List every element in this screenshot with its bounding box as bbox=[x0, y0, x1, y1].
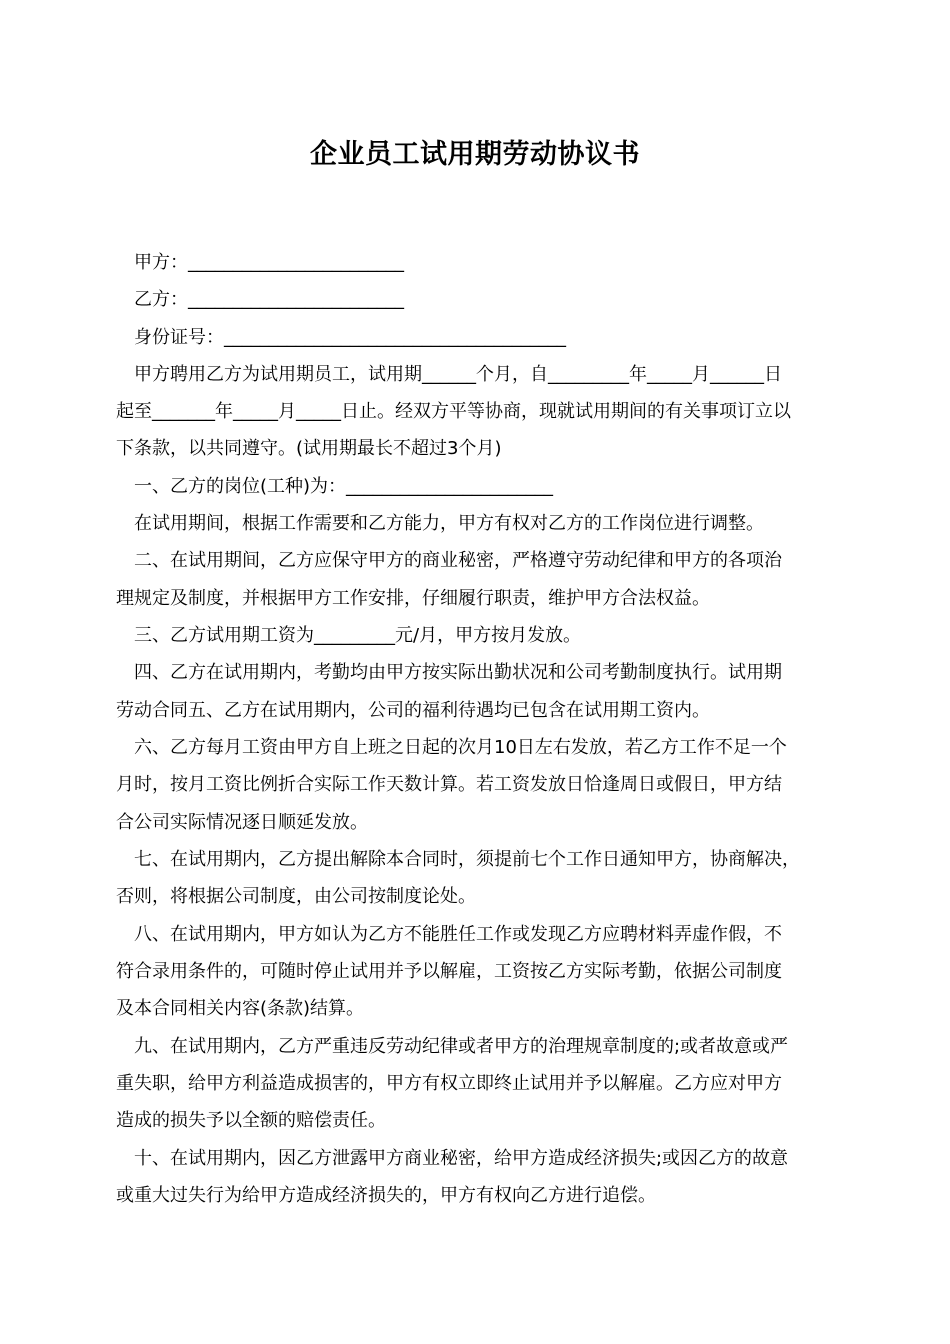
paragraph-line: 月时，按月工资比例折合实际工作天数计算。若工资发放日恰逢周日或假日，甲方结 bbox=[116, 774, 782, 795]
clause-3-line: 三、乙方试用期工资为_________元/月，甲方按月发放。 bbox=[134, 625, 582, 646]
paragraph-line: 起至_______年_____月_____日止。经双方平等协商，现就试用期间的有关事项订立以 bbox=[116, 401, 791, 422]
paragraph-line: 合公司实际情况逐日顺延发放。 bbox=[116, 812, 368, 833]
clause-7-line: 七、在试用期内，乙方提出解除本合同时，须提前七个工作日通知甲方，协商解决， bbox=[134, 849, 800, 870]
paragraph-line: 造成的损失予以全额的赔偿责任。 bbox=[116, 1110, 386, 1131]
paragraph-line: 重失职，给甲方利益造成损害的，甲方有权立即终止试用并予以解雇。乙方应对甲方 bbox=[116, 1073, 782, 1094]
clause-1-line: 一、乙方的岗位(工种)为：_______________________ bbox=[134, 476, 554, 497]
paragraph-line: 理规定及制度，并根据甲方工作安排，仔细履行职责，维护甲方合法权益。 bbox=[116, 588, 710, 609]
clause-2-line: 二、在试用期间，乙方应保守甲方的商业秘密，严格遵守劳动纪律和甲方的各项治 bbox=[134, 550, 782, 571]
clause-9-line: 九、在试用期内，乙方严重违反劳动纪律或者甲方的治理规章制度的;或者故意或严 bbox=[134, 1036, 789, 1057]
paragraph-line: 在试用期间，根据工作需要和乙方能力，甲方有权对乙方的工作岗位进行调整。 bbox=[134, 513, 764, 534]
party-b-line: 乙方：________________________ bbox=[134, 289, 404, 310]
document-title: 企业员工试用期劳动协议书 bbox=[310, 139, 640, 170]
clause-4-line: 四、乙方在试用期内，考勤均由甲方按实际出勤状况和公司考勤制度执行。试用期 bbox=[134, 662, 782, 683]
paragraph-line: 符合录用条件的，可随时停止试用并予以解雇，工资按乙方实际考勤，依据公司制度 bbox=[116, 961, 782, 982]
paragraph-line: 及本合同相关内容(条款)结算。 bbox=[116, 998, 365, 1019]
paragraph-line: 下条款，以共同遵守。(试用期最长不超过3个月) bbox=[116, 438, 502, 459]
clause-10-line: 十、在试用期内，因乙方泄露甲方商业秘密，给甲方造成经济损失;或因乙方的故意 bbox=[134, 1148, 789, 1169]
paragraph-line: 甲方聘用乙方为试用期员工，试用期______个月，自_________年_____月______日 bbox=[134, 364, 782, 385]
party-a-line: 甲方：________________________ bbox=[134, 252, 404, 273]
id-number-line: 身份证号：______________________________________ bbox=[134, 327, 566, 348]
paragraph-line: 或重大过失行为给甲方造成经济损失的，甲方有权向乙方进行追偿。 bbox=[116, 1185, 656, 1206]
clause-6-line: 六、乙方每月工资由甲方自上班之日起的次月10日左右发放，若乙方工作不足一个 bbox=[134, 737, 787, 758]
clause-8-line: 八、在试用期内，甲方如认为乙方不能胜任工作或发现乙方应聘材料弄虚作假，不 bbox=[134, 924, 782, 945]
paragraph-line: 否则，将根据公司制度，由公司按制度论处。 bbox=[116, 886, 476, 907]
paragraph-line: 劳动合同五、乙方在试用期内，公司的福利待遇均已包含在试用期工资内。 bbox=[116, 700, 710, 721]
